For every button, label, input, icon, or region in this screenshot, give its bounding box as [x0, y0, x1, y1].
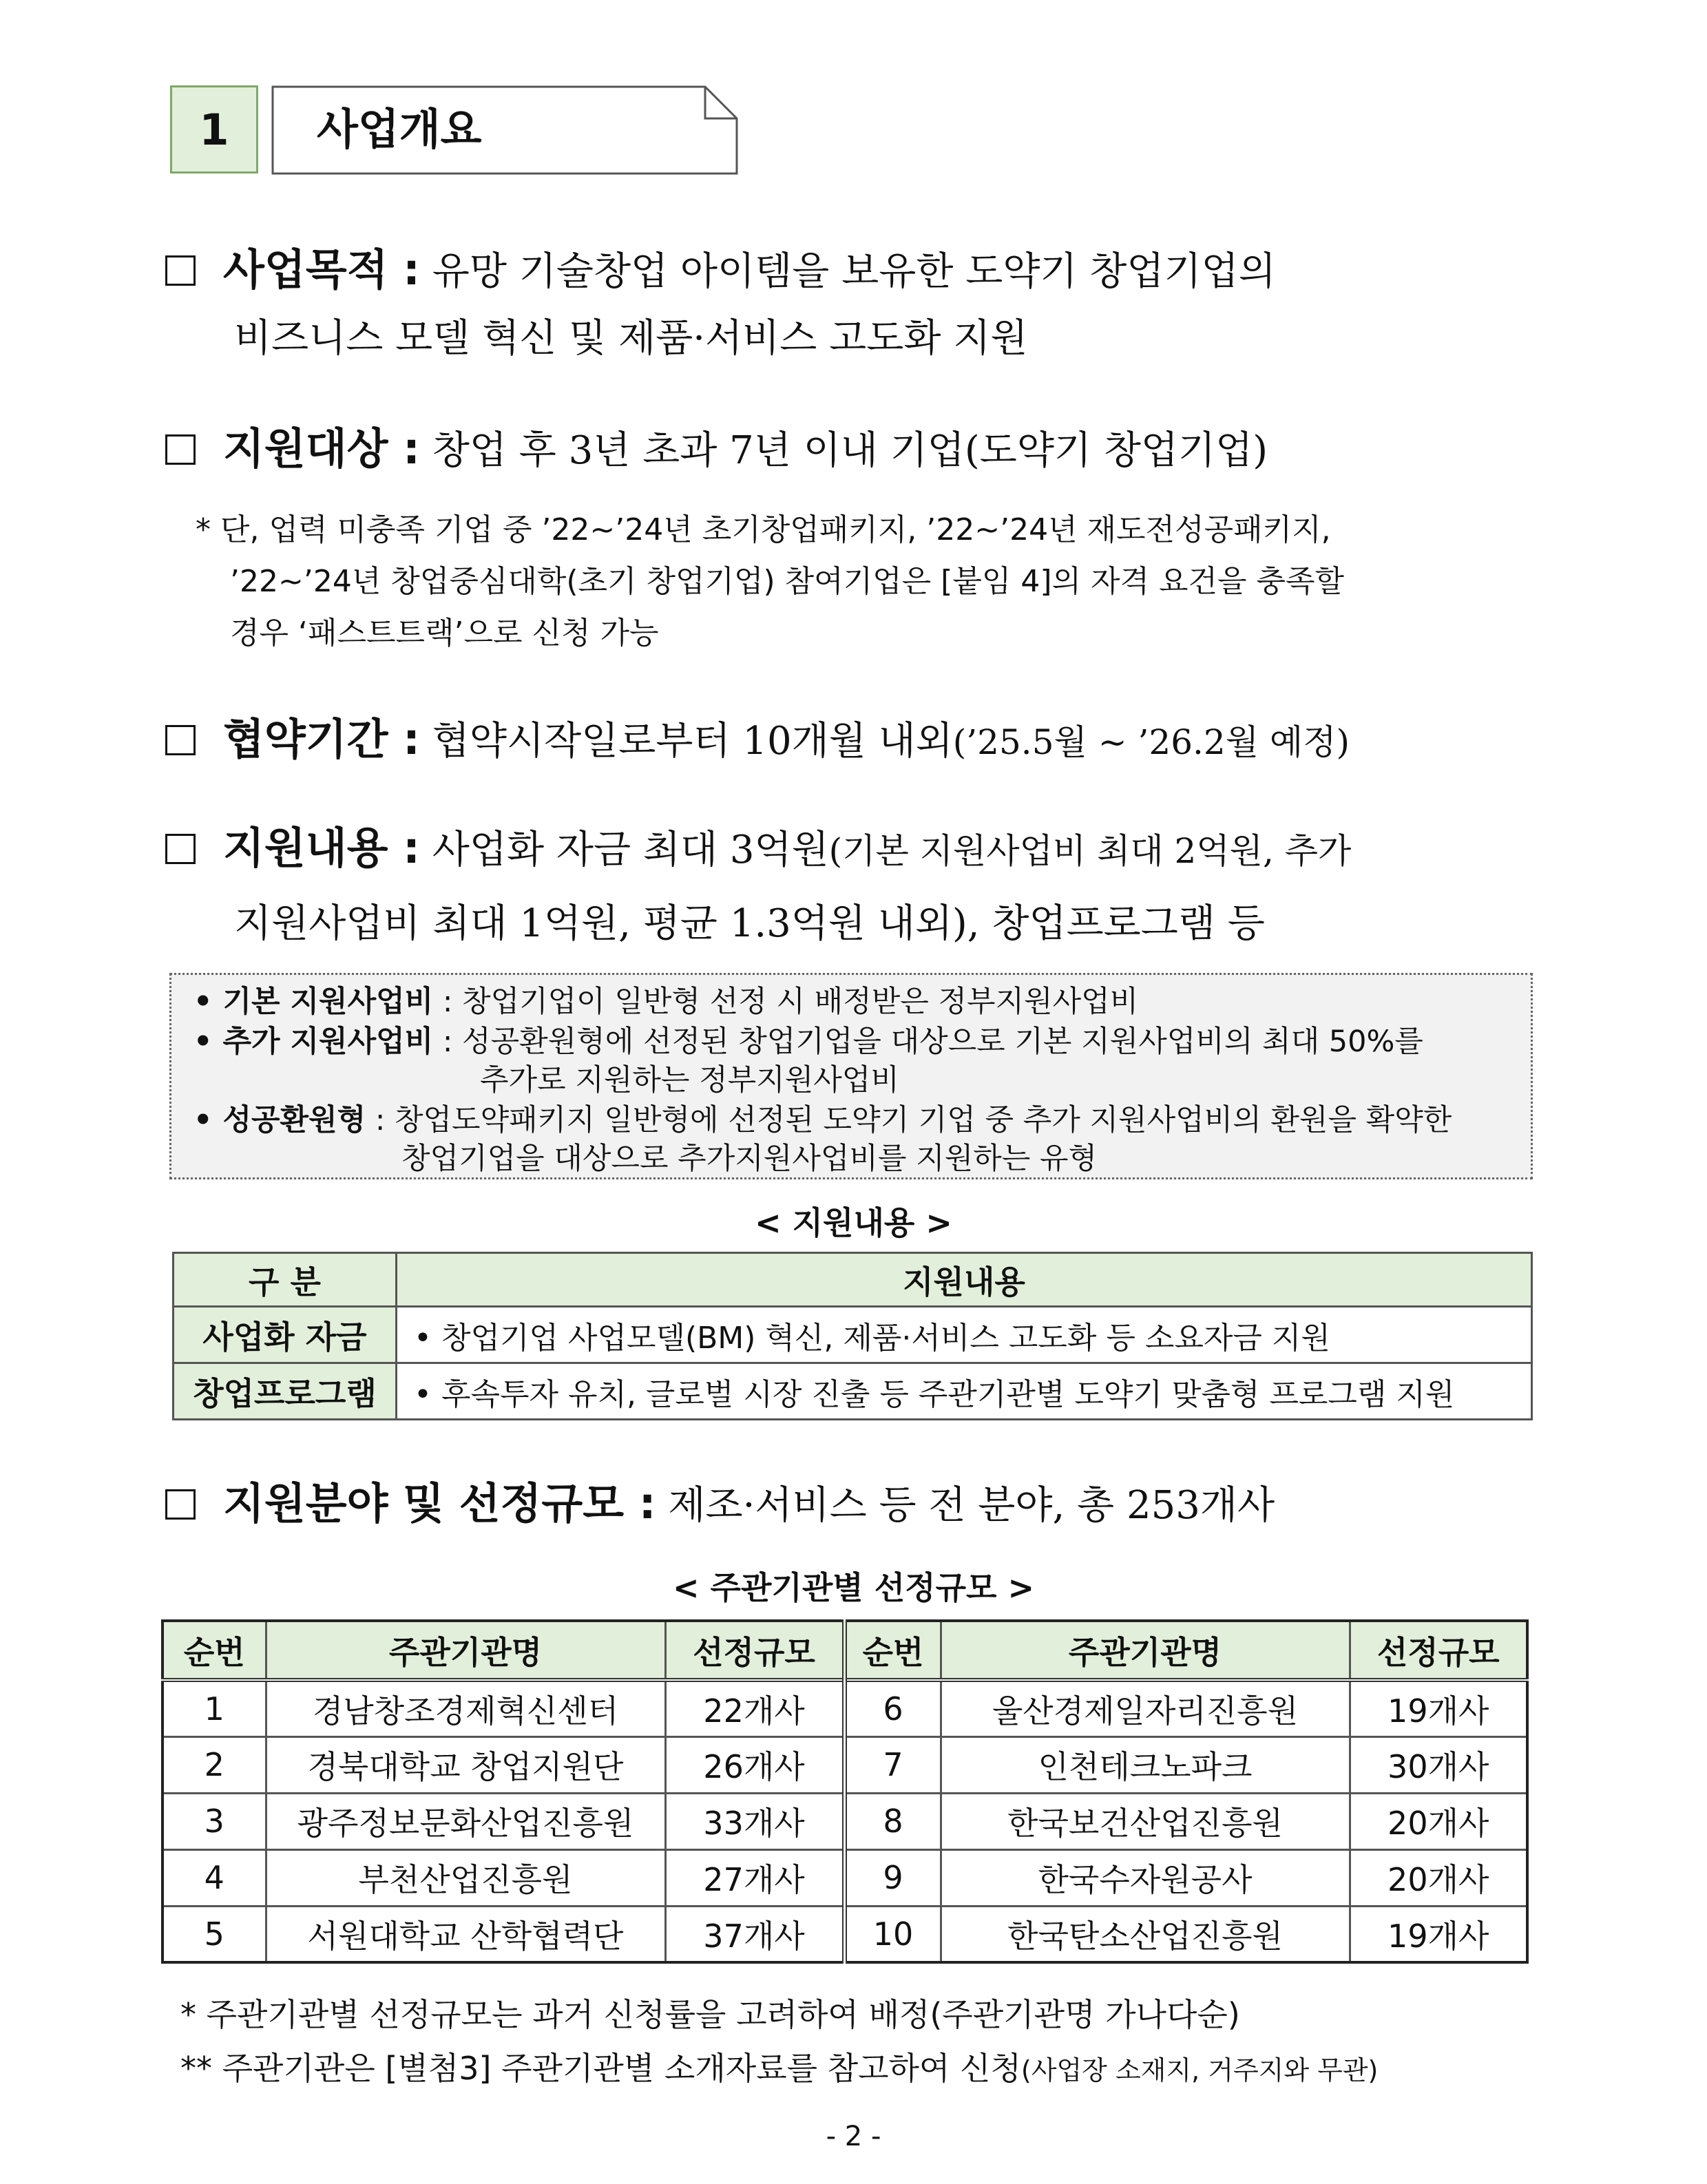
table-cell: 한국탄소산업진흥원 [941, 1906, 1350, 1962]
table-row [163, 1680, 1527, 1736]
table-header-row [174, 1253, 1532, 1307]
table-row [163, 1849, 1527, 1906]
table-cell-content: • 창업기업 사업모델(BM) 혁신, 제품·서비스 고도화 등 소요자금 지원 [397, 1307, 1532, 1363]
content-detail-line2: 지원사업비 최대 1억원, 평균 1.3억원 내외), [234, 901, 980, 946]
definition-additional: • 추가 지원사업비 : 성공환원형에 선정된 창업기업을 대상으로 기본 지원사업비의 최대 50%를 [193, 1025, 1423, 1059]
target-text: 창업 후 3년 초과 7년 이내 기업(도약기 창업기업) [432, 428, 1268, 473]
footnote-1: * 주관기관별 선정규모는 과거 신청률을 고려하여 배정(주관기관명 가나다순) [180, 1996, 1240, 2033]
table-cell: 19개사 [1350, 1906, 1527, 1962]
checkbox-square-icon [165, 434, 196, 465]
table-cell: 20개사 [1350, 1849, 1527, 1906]
table-row [163, 1906, 1527, 1962]
target-note-line2: ’22~’24년 창업중심대학(초기 창업기업) 참여기업은 [붙임 4]의 자격 요건을 충족할 [230, 564, 1344, 599]
definition-box [169, 973, 1533, 1179]
definition-success: • 성공환원형 : 창업도약패키지 일반형에 선정된 도약기 기업 중 추가 지원사업비의 환원을 확약한 [193, 1103, 1452, 1137]
table-header: 구 분 [174, 1253, 397, 1307]
table-cell: 37개사 [665, 1906, 844, 1962]
table-cell: 광주정보문화산업진흥원 [266, 1793, 665, 1849]
table-cell-category: 사업화 자금 [174, 1307, 397, 1363]
table-cell: 27개사 [665, 1849, 844, 1906]
table-cell: 3 [163, 1793, 266, 1849]
purpose-label: 사업목적 : [223, 244, 420, 295]
table-cell: 30개사 [1350, 1736, 1527, 1793]
table-header: 주관기관명 [266, 1621, 665, 1680]
table-cell-content: • 후속투자 유치, 글로벌 시장 진출 등 주관기관별 도약기 맞춤형 프로그램 지원 [397, 1363, 1532, 1420]
content-label: 지원내용 : [223, 823, 420, 873]
table-cell: 5 [163, 1906, 266, 1962]
field-label: 지원분야 및 선정규모 : [223, 1478, 656, 1529]
page-number: - 2 - [826, 2121, 881, 2152]
table-header: 선정규모 [1350, 1621, 1527, 1680]
table-cell: 2 [163, 1736, 266, 1793]
purpose-text-line2: 비즈니스 모델 혁신 및 제품·서비스 고도화 지원 [234, 316, 1028, 361]
table-header: 지원내용 [397, 1253, 1532, 1307]
table-cell: 7 [844, 1736, 941, 1793]
table-row [174, 1363, 1532, 1420]
table-row [163, 1736, 1527, 1793]
target-note-line1: * 단, 업력 미충족 기업 중 ’22~’24년 초기창업패키지, ’22~’24년 재도전성공패키지, [196, 512, 1331, 547]
table-cell: 울산경제일자리진흥원 [941, 1680, 1350, 1736]
checkbox-square-icon [165, 725, 196, 755]
table-cell: 8 [844, 1793, 941, 1849]
table-cell: 경북대학교 창업지원단 [266, 1736, 665, 1793]
table-header: 주관기관명 [941, 1621, 1350, 1680]
table-cell: 부천산업진흥원 [266, 1849, 665, 1906]
period-dates: (’25.5월 ~ ’26.2월 예정) [952, 722, 1350, 762]
period-text: 협약시작일로부터 10개월 내외 [432, 719, 953, 764]
target-paragraph [165, 413, 1268, 487]
support-table [172, 1252, 1533, 1420]
table-cell: 인천테크노파크 [941, 1736, 1350, 1793]
definition-basic: • 기본 지원사업비 : 창업기업이 일반형 선정 시 배정받은 정부지원사업비 [193, 985, 1139, 1019]
table-cell: 19개사 [1350, 1680, 1527, 1736]
footnote-2 [180, 2042, 1378, 2097]
table-header: 순번 [163, 1621, 266, 1680]
content-detail: (기본 지원사업비 최대 2억원, 추가 [828, 831, 1352, 871]
table-header-row [163, 1621, 1527, 1680]
content-text: 사업화 자금 최대 3억원 [432, 828, 829, 872]
table-cell: 경남창조경제혁신센터 [266, 1680, 665, 1736]
checkbox-square-icon [165, 255, 196, 286]
table-header: 선정규모 [665, 1621, 844, 1680]
support-table-caption: < 지원내용 > [755, 1204, 952, 1241]
footnote-2-small: (사업장 소재지, 거주지와 무관) [1020, 2055, 1379, 2086]
table-cell: 9 [844, 1849, 941, 1906]
table-row [163, 1793, 1527, 1849]
content-program: 창업프로그램 등 [979, 901, 1265, 946]
table-cell: 1 [163, 1680, 266, 1736]
checkbox-square-icon [165, 1489, 196, 1520]
period-paragraph [165, 704, 1350, 778]
table-cell: 26개사 [665, 1736, 844, 1793]
table-row [174, 1307, 1532, 1363]
table-cell: 10 [844, 1906, 941, 1962]
org-table-caption: < 주관기관별 선정규모 > [672, 1569, 1035, 1606]
definition-additional-line2: 추가로 지원하는 정부지원사업비 [480, 1063, 899, 1098]
org-table [161, 1619, 1529, 1964]
table-header: 순번 [844, 1621, 941, 1680]
table-cell-category: 창업프로그램 [174, 1363, 397, 1420]
content-line2 [234, 888, 1265, 960]
field-paragraph [165, 1468, 1275, 1542]
target-label: 지원대상 : [223, 423, 420, 474]
table-cell: 4 [163, 1849, 266, 1906]
purpose-text: 유망 기술창업 아이템을 보유한 도약기 창업기업의 [432, 249, 1276, 294]
content-paragraph [165, 812, 1351, 887]
table-cell: 33개사 [665, 1793, 844, 1849]
definition-success-line2: 창업기업을 대상으로 추가지원사업비를 지원하는 유형 [401, 1142, 1098, 1176]
table-cell: 6 [844, 1680, 941, 1736]
section-number: 1 [170, 85, 258, 174]
field-text: 제조·서비스 등 전 분야, 총 253개사 [668, 1483, 1275, 1528]
footnote-2-text: ** 주관기관은 [별첨3] 주관기관별 소개자료를 참고하여 신청 [180, 2050, 1021, 2087]
checkbox-square-icon [165, 834, 196, 864]
table-cell: 한국수자원공사 [941, 1849, 1350, 1906]
period-label: 협약기간 : [223, 714, 420, 764]
section-title: 사업개요 [317, 104, 482, 154]
target-note-line3: 경우 ‘패스트트랙’으로 신청 가능 [230, 616, 659, 651]
table-cell: 서원대학교 산학협력단 [266, 1906, 665, 1962]
table-cell: 22개사 [665, 1680, 844, 1736]
purpose-paragraph [165, 234, 1276, 308]
table-cell: 한국보건산업진흥원 [941, 1793, 1350, 1849]
table-cell: 20개사 [1350, 1793, 1527, 1849]
